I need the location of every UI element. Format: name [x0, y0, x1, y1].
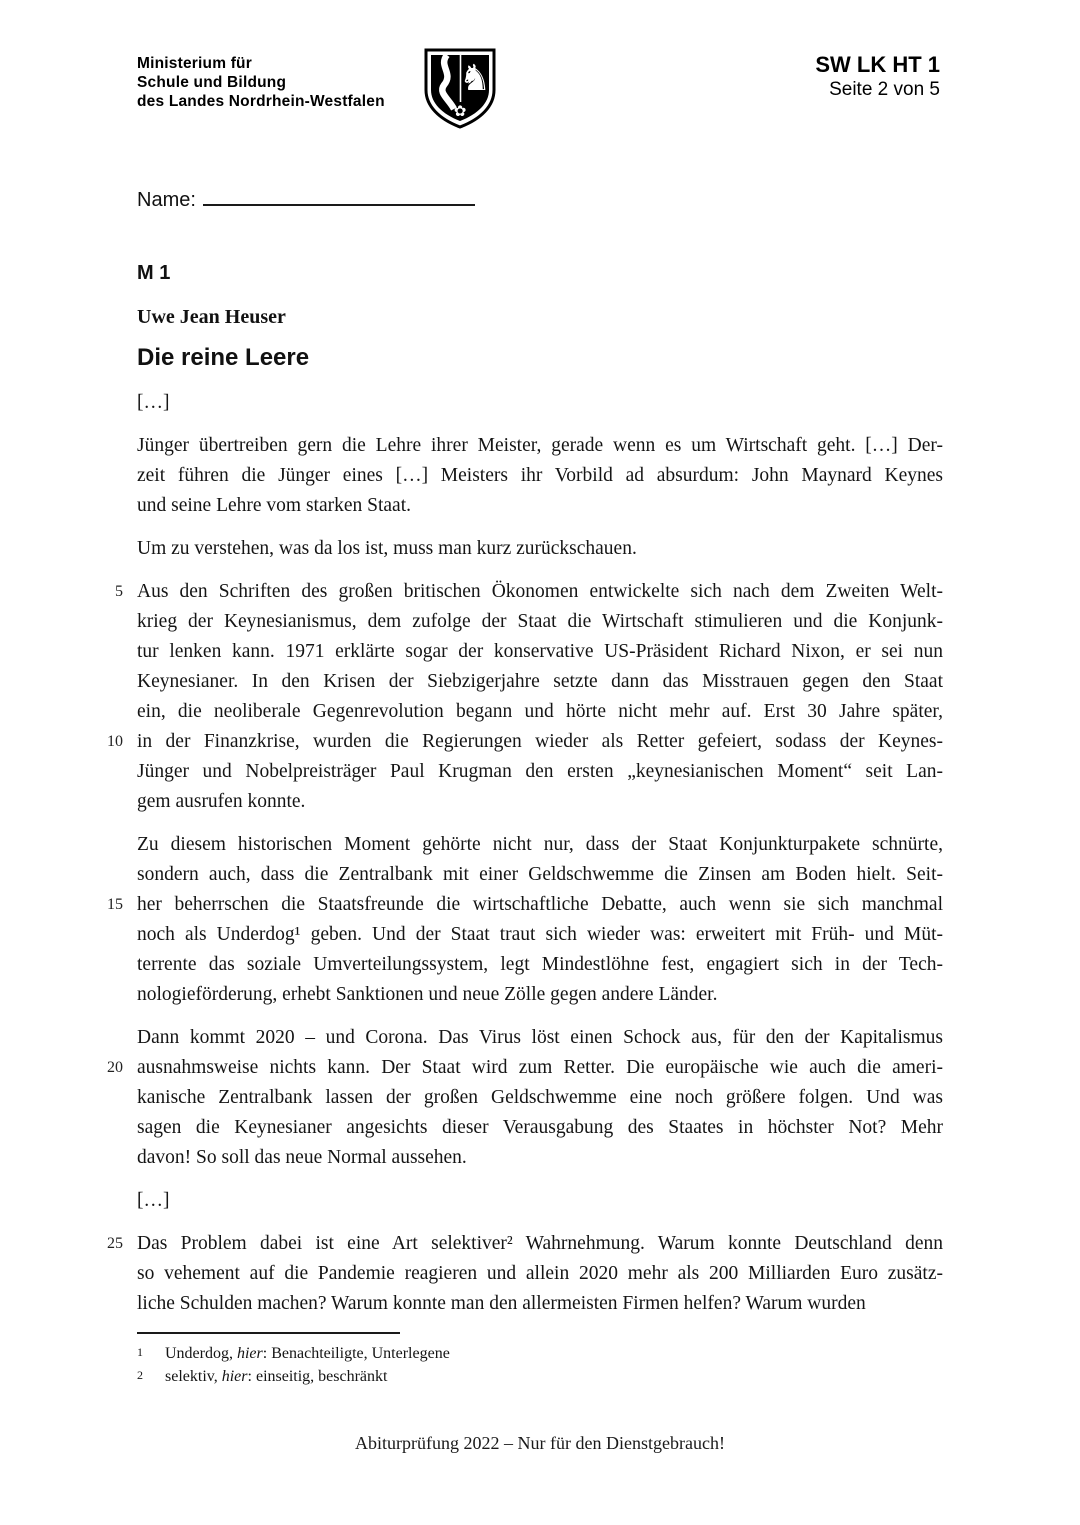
ministry-line: Ministerium für	[137, 55, 252, 72]
footnotes	[137, 1342, 943, 1388]
text-line: Zu diesem historischen Moment gehörte nicht nur, dass der Staat Konjunkturpakete schnürte,	[137, 834, 943, 855]
text-line: […]	[137, 392, 170, 413]
text-line: gem ausrufen konnte.	[137, 791, 306, 812]
omission-mark	[137, 1186, 943, 1216]
line-number-20: 20	[107, 1059, 123, 1076]
text-line: Dann kommt 2020 – und Corona. Das Virus löst einen Schock aus, für den der Kapitalismus	[137, 1027, 943, 1048]
name-blank-line	[203, 185, 475, 206]
footnote-text: Underdog, hier: Benachteiligte, Unterlegene	[165, 1345, 450, 1362]
omission-mark	[137, 388, 943, 418]
nrw-coat-of-arms-icon	[422, 46, 498, 132]
author-name: Uwe Jean Heuser	[137, 306, 286, 328]
text-line: Jünger übertreiben gern die Lehre ihrer Meister, gerade wenn es um Wirtschaft geht. […] Der-	[137, 435, 943, 456]
paragraph	[107, 830, 943, 1010]
text-line: kanische Zentralbank lassen der großen Geldschwemme eine noch größere folgen. Und was	[137, 1087, 943, 1108]
exam-code: SW LK HT 1	[815, 52, 940, 77]
ministry-name	[137, 54, 385, 111]
text-line: tur lenken kann. 1971 erklärte sogar der konservative US-Präsident Richard Nixon, er sei nun	[137, 641, 943, 662]
paragraph	[107, 1023, 943, 1173]
text-line: sondern auch, dass die Zentralbank mit einer Geldschwemme die Zinsen am Boden hielt. Seit-	[137, 864, 943, 885]
material-title: Die reine Leere	[137, 344, 310, 371]
text-line: terrente das soziale Umverteilungssystem, legt Mindestlöhne fest, engagiert sich in der Tech-	[137, 954, 943, 975]
text-line: Das Problem dabei ist eine Art selektiver² Wahrnehmung. Warum konnte Deutschland denn	[137, 1233, 943, 1254]
text-line: her beherrschen die Staatsfreunde die wirtschaftliche Debatte, auch wenn sie sich manchmal	[137, 894, 943, 915]
line-number-10: 10	[107, 733, 123, 750]
footnote-marker: 1	[137, 1345, 143, 1359]
text-line: Jünger und Nobelpreisträger Paul Krugman den ersten „keynesianischen Moment“ seit Lan-	[137, 761, 943, 782]
text-line: sagen die Keynesianer angesichts dieser Verausgabung des Staates in höchster Not? Mehr	[137, 1117, 943, 1138]
page-indicator: Seite 2 von 5	[829, 79, 940, 100]
text-line: Keynesianer. In den Krisen der Siebzigerjahre setzte dann das Misstrauen gegen den Staat	[137, 671, 943, 692]
text-line: krieg der Keynesianismus, dem zufolge der Staat die Wirtschaft stimulieren und die Konjunk-	[137, 611, 943, 632]
text-line: […]	[137, 1190, 170, 1211]
text-line: zeit führen die Jünger eines […] Meisters ihr Vorbild ad absurdum: John Maynard Keynes	[137, 465, 943, 486]
header-right	[815, 52, 940, 102]
text-line: Aus den Schriften des großen britischen Ökonomen entwickelte sich nach dem Zweiten Welt-	[137, 581, 943, 602]
text-line: in der Finanzkrise, wurden die Regierungen wieder als Retter gefeiert, sodass der Keynes-	[137, 731, 943, 752]
paragraph	[137, 534, 943, 564]
text-line: Um zu verstehen, was da los ist, muss man kurz zurückschauen.	[137, 538, 637, 559]
footnote-separator	[137, 1332, 400, 1334]
line-number-15: 15	[107, 896, 123, 913]
text-line: und seine Lehre vom starken Staat.	[137, 495, 411, 516]
text-body	[107, 388, 943, 1319]
svg-text:✿: ✿	[453, 102, 467, 120]
footnote	[137, 1365, 943, 1388]
name-label: Name:	[137, 189, 196, 211]
page-footer: Abiturprüfung 2022 – Nur für den Dienstgebrauch!	[355, 1433, 725, 1453]
text-line: noch als Underdog¹ geben. Und der Staat traut sich wieder was: erweitert mit Früh- und Müt-	[137, 924, 943, 945]
name-row	[137, 185, 943, 213]
text-line: davon! So soll das neue Normal aussehen.	[137, 1147, 467, 1168]
text-line: nologieförderung, erhebt Sanktionen und neue Zölle gegen andere Länder.	[137, 984, 718, 1005]
text-line: ausnahmsweise nichts kann. Der Staat wird zum Retter. Die europäische wie auch die ameri-	[137, 1057, 943, 1078]
material-id: M 1	[137, 262, 171, 284]
text-line: liche Schulden machen? Warum konnte man den allermeisten Firmen helfen? Warum wurden	[137, 1293, 866, 1314]
content-column	[107, 185, 943, 1388]
ministry-line: des Landes Nordrhein-Westfalen	[137, 93, 385, 110]
footnote-text: selektiv, hier: einseitig, beschränkt	[165, 1368, 388, 1385]
text-line: ein, die neoliberale Gegenrevolution begann und hörte nicht mehr auf. Erst 30 Jahre später,	[137, 701, 943, 722]
svg-text:♞: ♞	[458, 58, 492, 99]
ministry-line: Schule und Bildung	[137, 74, 287, 91]
paragraph	[107, 577, 943, 817]
text-line: so vehement auf die Pandemie reagieren und allein 2020 mehr als 200 Milliarden Euro zusätz-	[137, 1263, 943, 1284]
footnote-marker: 2	[137, 1368, 143, 1382]
line-number-5: 5	[115, 583, 123, 600]
paragraph	[137, 431, 943, 521]
footnote	[137, 1342, 943, 1365]
paragraph	[107, 1229, 943, 1319]
line-number-25: 25	[107, 1235, 123, 1252]
